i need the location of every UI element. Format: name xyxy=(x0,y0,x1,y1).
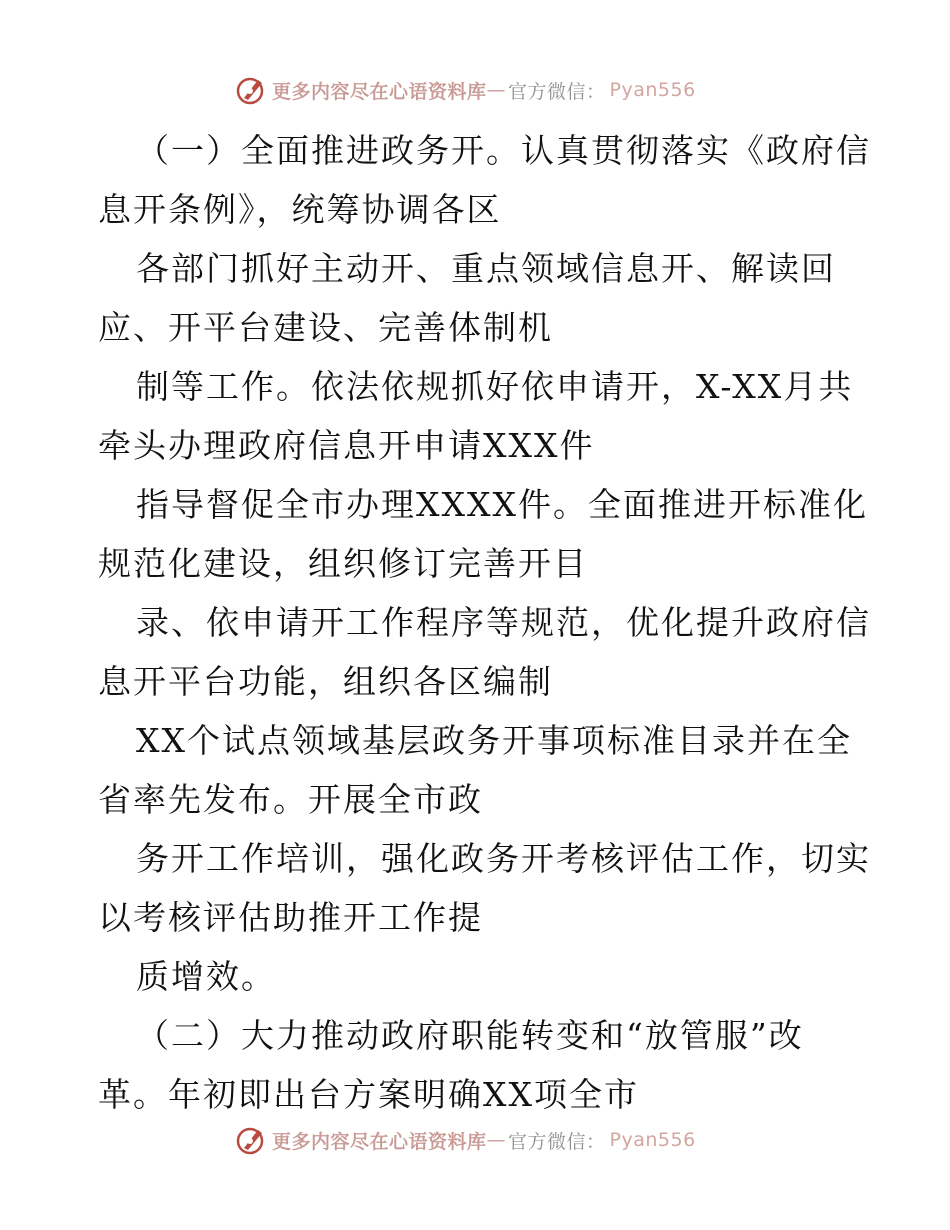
watermark-main-text: 更多内容尽在心语资料库 xyxy=(272,80,487,103)
paragraph-2 xyxy=(98,239,858,357)
paragraph-line: 指导督促全市办理XXXX件。全面推进开标准化 xyxy=(136,485,868,524)
document-body xyxy=(98,121,871,1124)
watermark-dash: — xyxy=(486,79,507,101)
watermark-account: Pyan556 xyxy=(609,79,696,101)
paragraph-5 xyxy=(98,593,871,711)
paragraph-line: 务开工作培训，强化政务开考核评估工作，切实 xyxy=(136,839,871,878)
footer-watermark xyxy=(236,1123,696,1157)
quill-logo-icon xyxy=(236,74,268,106)
paragraph-line: 规范化建设，组织修订完善开目 xyxy=(98,544,588,583)
paragraph-4 xyxy=(98,475,868,593)
paragraph-line: 息开条例》，统筹协调各区 xyxy=(98,190,502,229)
paragraph-line: 应、开平台建设、完善体制机 xyxy=(98,308,553,347)
paragraph-line: 以考核评估助推开工作提 xyxy=(98,898,483,937)
paragraph-line: 革。年初即出台方案明确XX项全市 xyxy=(98,1075,639,1114)
watermark-official-label: 官方微信： xyxy=(508,1130,606,1153)
paragraph-line: （二）大力推动政府职能转变和“放管服”改 xyxy=(136,1016,804,1055)
watermark-account: Pyan556 xyxy=(609,1129,696,1151)
paragraph-line: 制等工作。依法依规抓好依申请开，X-XX月共 xyxy=(136,367,854,406)
paragraph-line: 质增效。 xyxy=(136,957,276,996)
paragraph-line: 省率先发布。开展全市政 xyxy=(98,780,483,819)
quill-logo-icon xyxy=(236,1124,268,1156)
paragraph-line: 息开平台功能，组织各区编制 xyxy=(98,662,553,701)
paragraph-8 xyxy=(98,947,858,1006)
paragraph-3 xyxy=(98,357,858,475)
paragraph-line: XX个试点领域基层政务开事项标准目录并在全 xyxy=(136,721,852,760)
paragraph-line: 各部门抓好主动开、重点领域信息开、解读回 xyxy=(136,249,836,288)
watermark-dash: — xyxy=(486,1129,507,1151)
watermark-main-text: 更多内容尽在心语资料库 xyxy=(272,1130,487,1153)
paragraph-7 xyxy=(98,829,871,947)
paragraph-line: 录、依申请开工作程序等规范，优化提升政府信 xyxy=(136,603,871,642)
paragraph-line: （一）全面推进政务开。认真贯彻落实《政府信 xyxy=(136,131,871,170)
paragraph-1 xyxy=(98,121,871,239)
paragraph-line: 牵头办理政府信息开申请XXX件 xyxy=(98,426,595,465)
paragraph-6 xyxy=(98,711,858,829)
header-watermark xyxy=(236,73,696,107)
paragraph-9 xyxy=(98,1006,858,1124)
watermark-official-label: 官方微信： xyxy=(508,80,606,103)
